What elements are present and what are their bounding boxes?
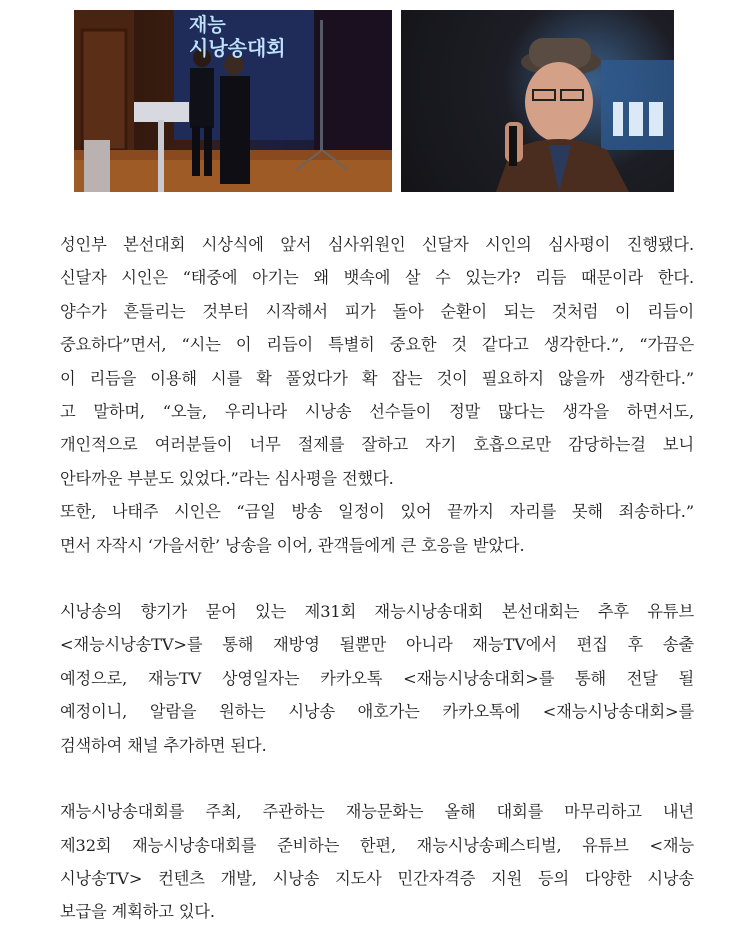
article-line: 신달자 시인은 “태중에 아기는 왜 뱃속에 살 수 있는가? 리듬 때문이라 한다. [60, 268, 694, 288]
article-line: 이 리듬을 이용해 시를 확 풀었다가 확 잡는 것이 필요하지 않을까 생각한다.” [60, 368, 694, 388]
paragraph-gap [60, 562, 694, 595]
article-line: 양수가 흔들리는 것부터 시작해서 피가 돌아 순환이 되는 것처럼 이 리듬이 [60, 301, 694, 321]
article-line: 예정이니, 알람을 원하는 시낭송 애호가는 카카오톡에 <재능시낭송대회>를 [60, 702, 694, 722]
article-line: 면서 자작시 ‘가을서한’ 낭송을 이어, 관객들에게 큰 호응을 받았다. [60, 535, 525, 555]
banner-title-line1: 재능 [189, 14, 226, 36]
photo-judge-speaking [74, 10, 392, 192]
article-line: 안타까운 부분도 있었다.”라는 심사평을 전했다. [60, 468, 394, 488]
paragraph-gap [60, 762, 694, 795]
article-line: 재능시낭송대회를 주최, 주관하는 재능문화는 올해 대회를 마무리하고 내년 [60, 802, 694, 822]
article-line: 개인적으로 여러분들이 너무 절제를 잘하고 자기 호흡으로만 감당하는걸 보니 [60, 435, 694, 455]
article-body [60, 228, 694, 929]
article-line: 성인부 본선대회 시상식에 앞서 심사위원인 신달자 시인의 심사평이 진행됐다. [60, 235, 694, 254]
article-line: 보급을 계획하고 있다. [60, 902, 215, 922]
article-line: 시낭송TV> 컨텐츠 개발, 시낭송 지도사 민간자격증 지원 등의 다양한 시낭송 [60, 868, 694, 888]
photo-poet-speaking [401, 10, 674, 192]
article-line: 고 말하며, “오늘, 우리나라 시낭송 선수들이 정말 많다는 생각을 하면서도, [60, 402, 694, 422]
article-line: 시낭송의 향기가 묻어 있는 제31회 재능시낭송대회 본선대회는 추후 유튜브 [60, 602, 694, 622]
article-line: 제32회 재능시낭송대회를 준비하는 한편, 재능시낭송페스티벌, 유튜브 <재능 [60, 835, 694, 855]
article-line: 검색하여 채널 추가하면 된다. [60, 735, 267, 755]
article-line: 예정으로, 재능TV 상영일자는 카카오톡 <재능시낭송대회>를 통해 전달 될 [60, 668, 694, 688]
banner-title-line2: 시낭송대회 [189, 36, 286, 60]
article-line: 또한, 나태주 시인은 “금일 방송 일정이 있어 끝까지 자리를 못해 죄송하다.” [60, 502, 694, 522]
photo-poet-scene [401, 10, 674, 192]
article-line: 중요하다”면서, “시는 이 리듬이 특별히 중요한 것 같다고 생각한다.”, “가끔은 [60, 335, 694, 355]
article-line: <재능시낭송TV>를 통해 재방영 될뿐만 아니라 재능TV에서 편집 후 송출 [60, 635, 694, 655]
photo-row [74, 10, 674, 192]
